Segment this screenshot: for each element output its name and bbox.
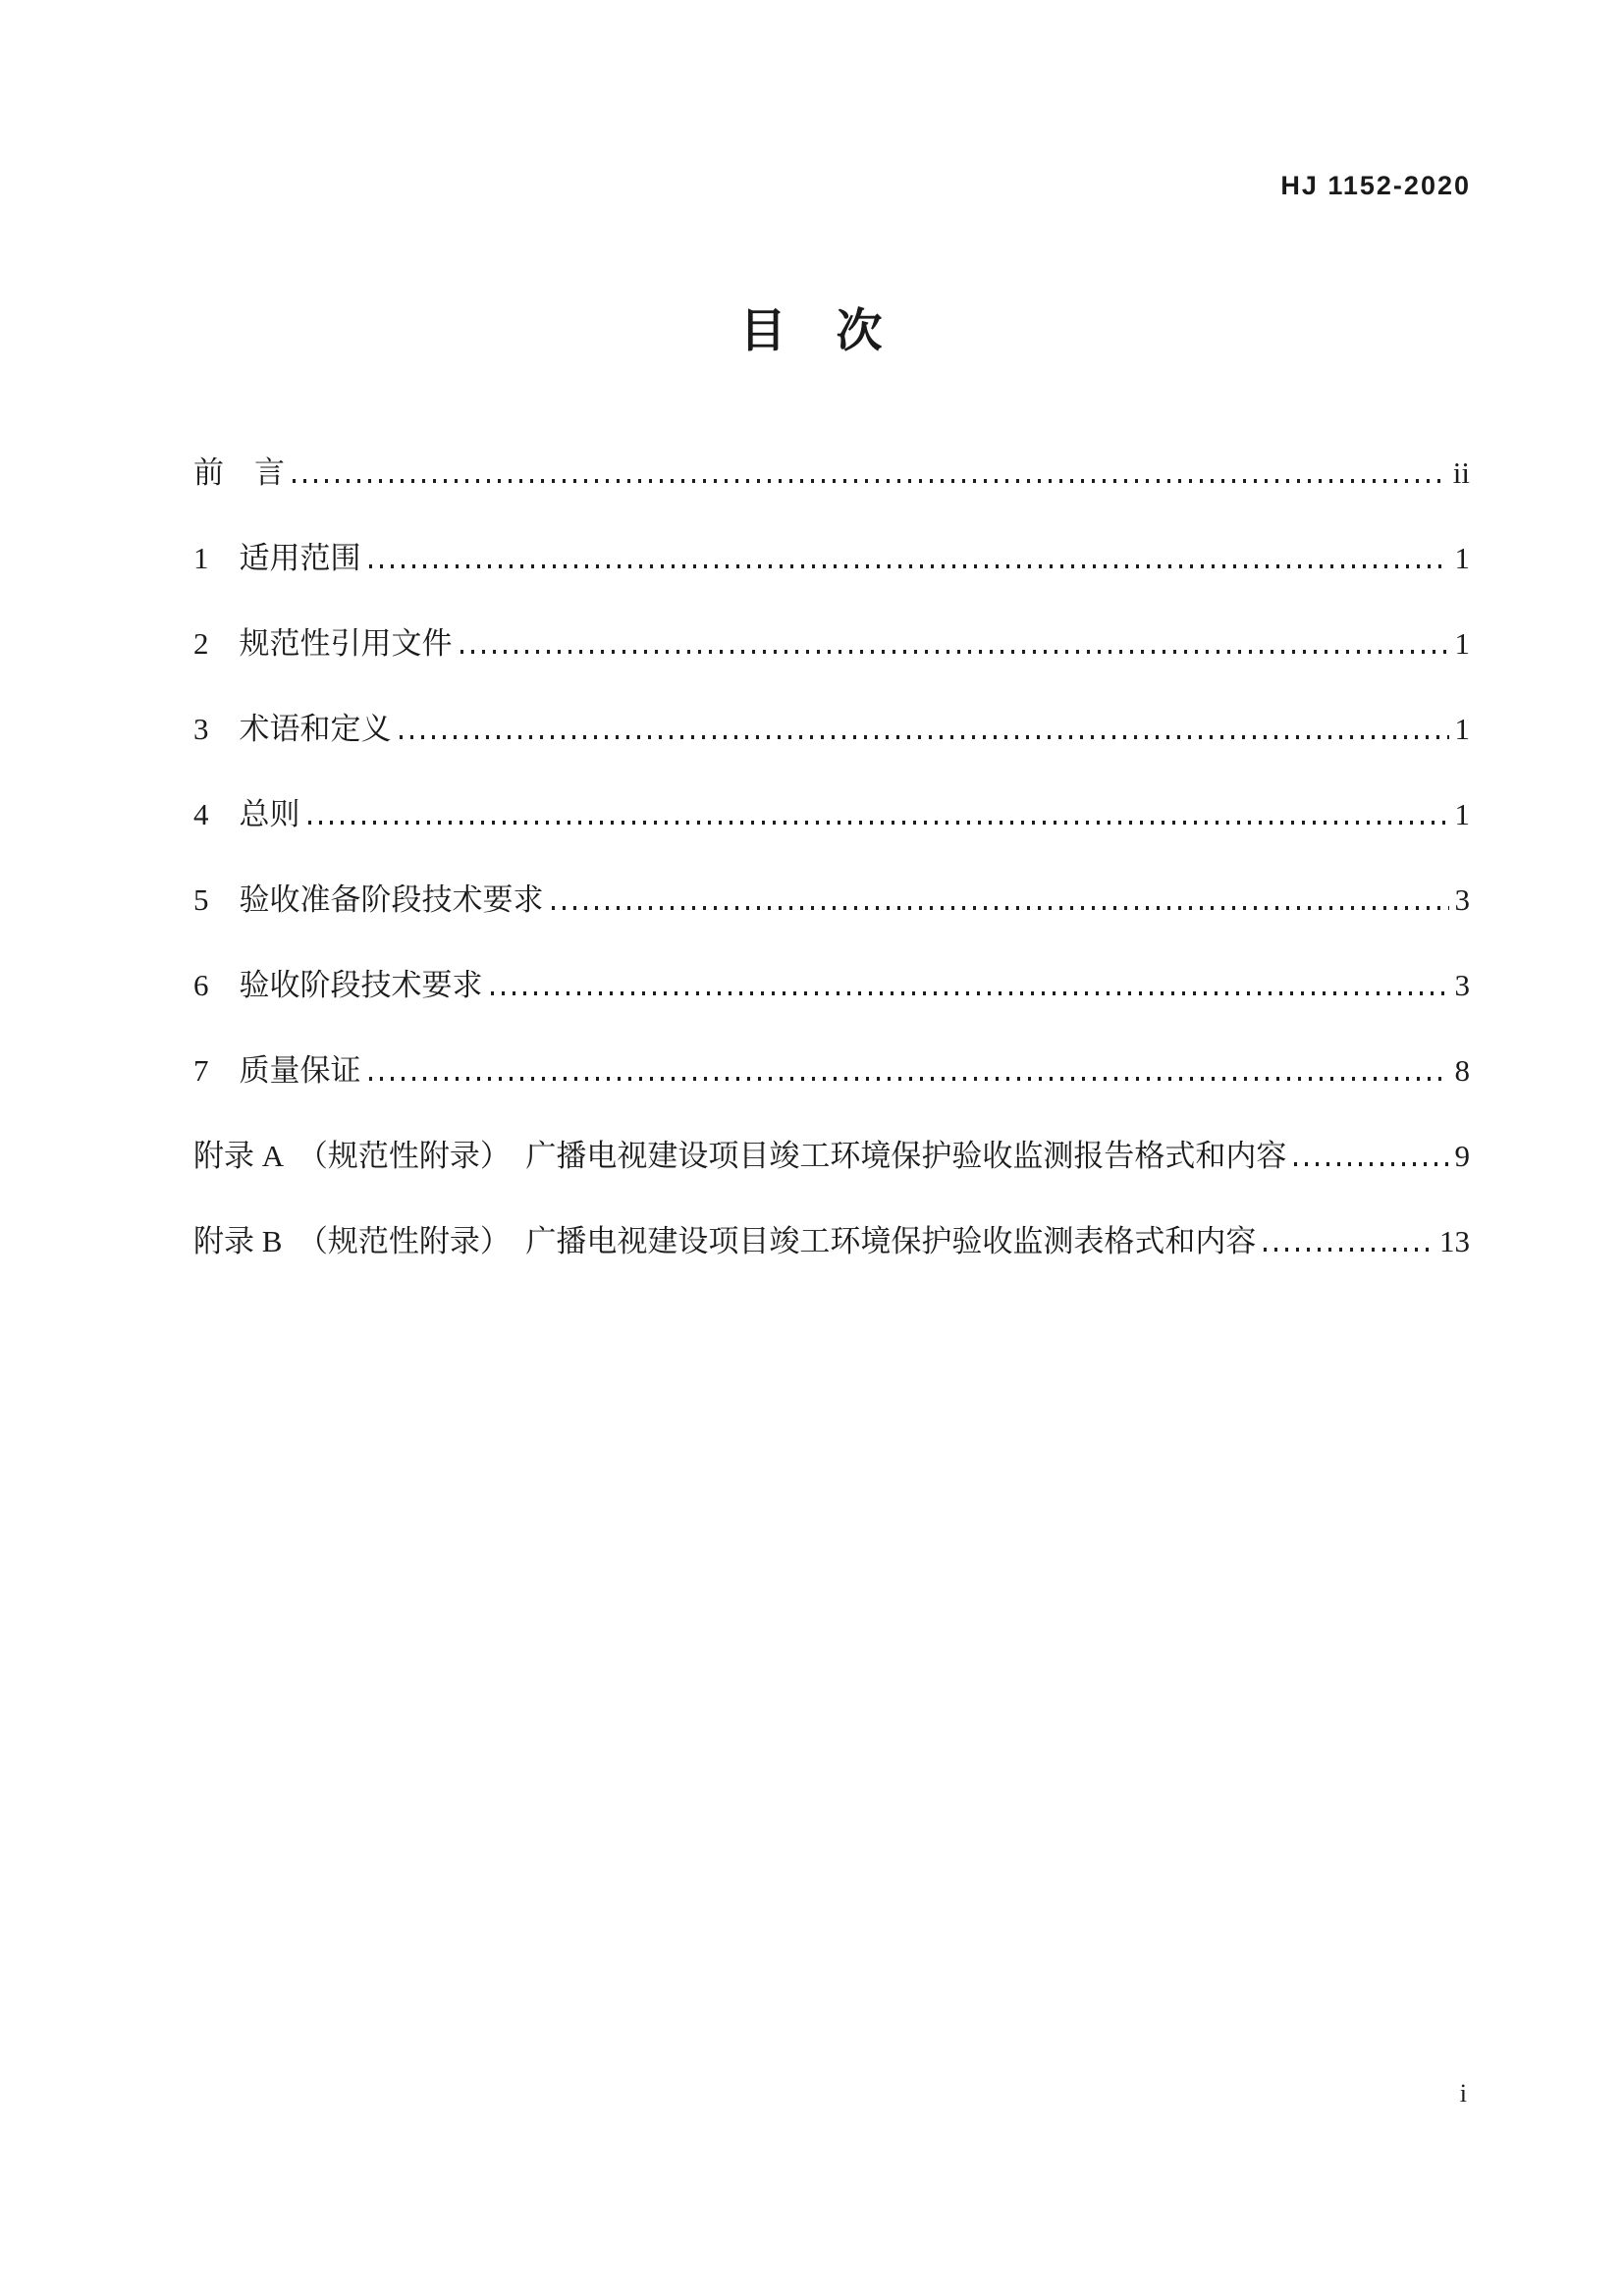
toc-entry-label: 2 规范性引用文件	[193, 626, 453, 661]
toc-entry	[193, 796, 1470, 881]
toc-entry	[193, 1223, 1470, 1308]
toc-entry-label: 4 总则	[193, 797, 300, 831]
toc-entry-page: 1	[1454, 541, 1470, 575]
toc-entry-page: 13	[1439, 1224, 1470, 1258]
toc-entry-label: 附录 B （规范性附录） 广播电视建设项目竣工环境保护验收监测表格式和内容	[193, 1224, 1257, 1258]
toc-list	[193, 454, 1470, 1308]
toc-entry-page: 1	[1454, 797, 1470, 831]
toc-entry	[193, 881, 1470, 967]
toc-entry-label: 5 验收准备阶段技术要求	[193, 882, 544, 917]
toc-dot-leader	[369, 564, 1449, 568]
toc-entry	[193, 1052, 1470, 1138]
standard-number: HJ 1152-2020	[1280, 171, 1471, 200]
page-number: i	[1459, 2079, 1467, 2108]
toc-entry	[193, 625, 1470, 711]
toc-dot-leader	[552, 906, 1449, 910]
toc-dot-leader	[369, 1077, 1449, 1081]
toc-entry-page: 8	[1454, 1053, 1470, 1088]
toc-entry-label: 附录 A （规范性附录） 广播电视建设项目竣工环境保护验收监测报告格式和内容	[193, 1139, 1287, 1173]
toc-entry	[193, 711, 1470, 796]
toc-entry-label: 1 适用范围	[193, 541, 361, 575]
toc-entry-page: 1	[1454, 626, 1470, 661]
toc-entry-label: 7 质量保证	[193, 1053, 361, 1088]
toc-dot-leader	[1264, 1248, 1434, 1252]
toc-entry-label: 6 验收阶段技术要求	[193, 968, 483, 1002]
toc-dot-leader	[491, 991, 1449, 995]
toc-entry-page: 1	[1454, 712, 1470, 746]
toc-entry-page: ii	[1452, 455, 1470, 490]
toc-title: 目 次	[739, 304, 885, 356]
toc-entry	[193, 1138, 1470, 1223]
toc-entry-page: 3	[1454, 882, 1470, 917]
toc-dot-leader	[1294, 1162, 1448, 1166]
toc-dot-leader	[308, 821, 1449, 825]
toc-entry	[193, 967, 1470, 1052]
toc-entry-page: 3	[1454, 968, 1470, 1002]
toc-dot-leader	[400, 735, 1449, 739]
toc-entry	[193, 454, 1470, 540]
toc-entry-label: 3 术语和定义	[193, 712, 392, 746]
toc-entry-label: 前 言	[193, 455, 285, 490]
toc-entry-page: 9	[1454, 1139, 1470, 1173]
toc-dot-leader	[460, 650, 1449, 654]
toc-entry	[193, 540, 1470, 625]
toc-dot-leader	[293, 479, 1447, 483]
